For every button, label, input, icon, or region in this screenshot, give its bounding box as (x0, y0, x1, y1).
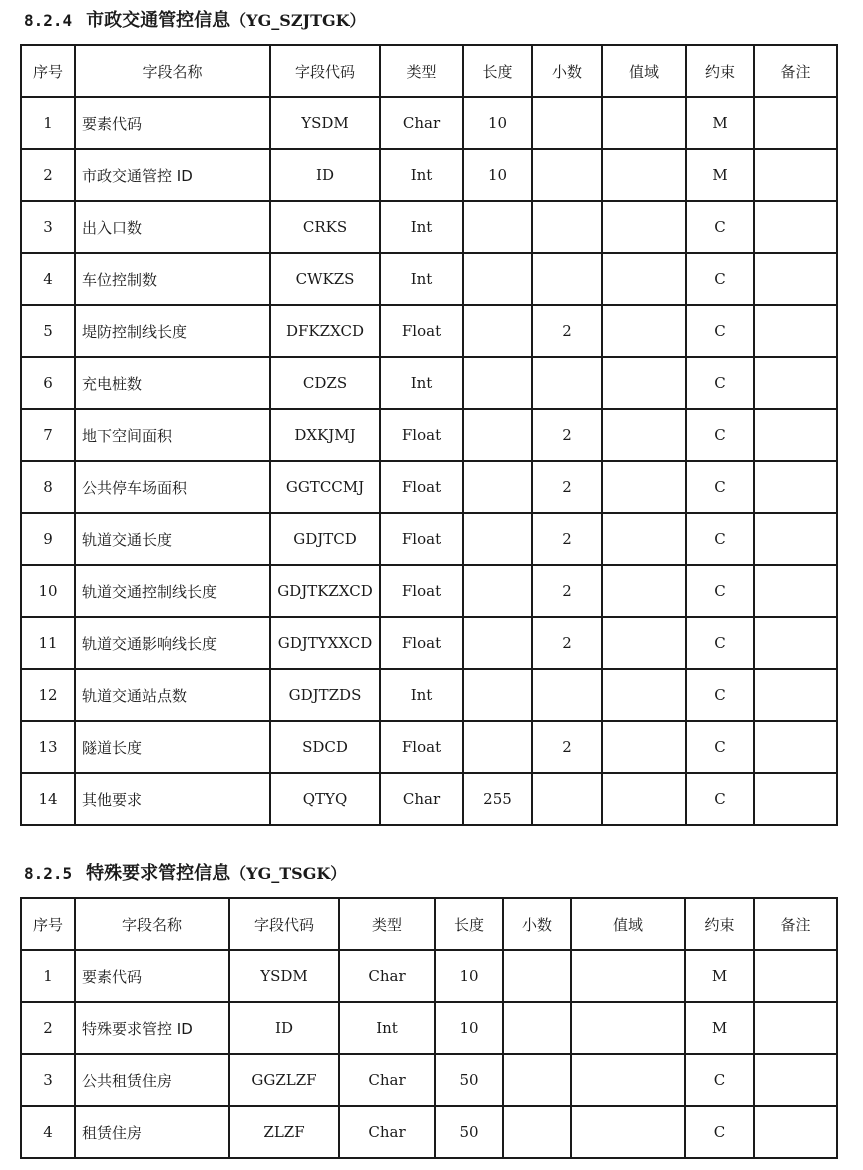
cell-remark (754, 773, 837, 825)
cell-type: Char (380, 773, 463, 825)
table-row (21, 409, 837, 461)
cell-field-code: ZLZF (229, 1106, 339, 1158)
cell-seq: 2 (21, 1002, 75, 1054)
cell-domain (602, 617, 686, 669)
column-header-field-code: 字段代码 (229, 898, 339, 950)
column-header-remark: 备注 (754, 45, 837, 97)
cell-field-name: 充电桩数 (75, 357, 270, 409)
section-title: 特殊要求管控信息 (86, 863, 231, 884)
table-row (21, 1106, 837, 1158)
cell-type: Float (380, 565, 463, 617)
cell-field-name: 堤防控制线长度 (75, 305, 270, 357)
cell-field-code: YSDM (229, 950, 339, 1002)
cell-field-name: 公共停车场面积 (75, 461, 270, 513)
cell-remark (754, 357, 837, 409)
cell-domain (602, 773, 686, 825)
table-row (21, 357, 837, 409)
cell-type: Char (339, 950, 435, 1002)
column-header-decimal: 小数 (532, 45, 602, 97)
header-row (21, 45, 837, 97)
cell-constraint: C (686, 305, 754, 357)
cell-constraint: C (686, 409, 754, 461)
cell-remark (754, 305, 837, 357)
cell-field-name: 轨道交通控制线长度 (75, 565, 270, 617)
cell-length: 255 (463, 773, 532, 825)
cell-remark (754, 149, 837, 201)
section-number: 8.2.5 (24, 864, 73, 883)
field-table-szjtgk (20, 44, 838, 826)
cell-decimal (532, 149, 602, 201)
cell-field-name: 隧道长度 (75, 721, 270, 773)
cell-remark (754, 201, 837, 253)
cell-decimal (532, 201, 602, 253)
cell-domain (602, 97, 686, 149)
cell-length (463, 409, 532, 461)
cell-length: 10 (463, 97, 532, 149)
column-header-seq: 序号 (21, 45, 75, 97)
cell-remark (754, 950, 837, 1002)
header-row (21, 898, 837, 950)
cell-seq: 3 (21, 1054, 75, 1106)
cell-domain (602, 461, 686, 513)
cell-remark (754, 97, 837, 149)
cell-constraint: M (686, 97, 754, 149)
cell-type: Char (339, 1106, 435, 1158)
cell-field-name: 租赁住房 (75, 1106, 229, 1158)
cell-field-code: QTYQ (270, 773, 380, 825)
cell-field-name: 轨道交通站点数 (75, 669, 270, 721)
column-header-domain: 值域 (571, 898, 685, 950)
cell-constraint: C (686, 721, 754, 773)
table-row (21, 1054, 837, 1106)
cell-remark (754, 1002, 837, 1054)
column-header-field-name: 字段名称 (75, 898, 229, 950)
cell-domain (602, 513, 686, 565)
cell-field-name: 车位控制数 (75, 253, 270, 305)
cell-decimal (503, 1002, 571, 1054)
cell-decimal: 2 (532, 617, 602, 669)
cell-remark (754, 669, 837, 721)
cell-field-name: 轨道交通长度 (75, 513, 270, 565)
cell-length (463, 201, 532, 253)
section-heading-tsgk (24, 862, 346, 886)
cell-length: 50 (435, 1054, 503, 1106)
cell-length (463, 721, 532, 773)
column-header-constraint: 约束 (686, 45, 754, 97)
cell-domain (571, 1106, 685, 1158)
cell-field-code: GDJTYXXCD (270, 617, 380, 669)
table-row (21, 253, 837, 305)
cell-decimal: 2 (532, 305, 602, 357)
cell-remark (754, 461, 837, 513)
cell-decimal (503, 1106, 571, 1158)
section-code: （YG_TSGK） (230, 864, 347, 883)
cell-field-code: GDJTCD (270, 513, 380, 565)
cell-decimal (532, 669, 602, 721)
cell-constraint: C (686, 513, 754, 565)
section-title: 市政交通管控信息 (86, 10, 231, 31)
cell-type: Float (380, 513, 463, 565)
cell-seq: 4 (21, 1106, 75, 1158)
cell-seq: 4 (21, 253, 75, 305)
cell-type: Float (380, 409, 463, 461)
cell-seq: 8 (21, 461, 75, 513)
cell-length (463, 461, 532, 513)
cell-constraint: C (685, 1054, 754, 1106)
table-row (21, 773, 837, 825)
cell-decimal (532, 773, 602, 825)
cell-constraint: C (685, 1106, 754, 1158)
column-header-type: 类型 (339, 898, 435, 950)
cell-field-code: ID (229, 1002, 339, 1054)
cell-type: Int (380, 253, 463, 305)
cell-length (463, 253, 532, 305)
cell-length: 50 (435, 1106, 503, 1158)
cell-domain (602, 253, 686, 305)
column-header-remark: 备注 (754, 898, 837, 950)
cell-field-code: CDZS (270, 357, 380, 409)
table-row (21, 565, 837, 617)
cell-seq: 12 (21, 669, 75, 721)
table-row (21, 669, 837, 721)
cell-domain (602, 669, 686, 721)
column-header-seq: 序号 (21, 898, 75, 950)
cell-type: Int (380, 669, 463, 721)
table-row (21, 97, 837, 149)
cell-field-code: GDJTZDS (270, 669, 380, 721)
cell-seq: 11 (21, 617, 75, 669)
cell-domain (602, 305, 686, 357)
cell-decimal (532, 97, 602, 149)
table-row (21, 513, 837, 565)
cell-length (463, 305, 532, 357)
cell-remark (754, 253, 837, 305)
cell-type: Float (380, 721, 463, 773)
table-row (21, 461, 837, 513)
cell-domain (571, 950, 685, 1002)
cell-type: Char (380, 97, 463, 149)
cell-seq: 14 (21, 773, 75, 825)
cell-field-name: 市政交通管控 ID (75, 149, 270, 201)
column-header-domain: 值域 (602, 45, 686, 97)
cell-remark (754, 1106, 837, 1158)
cell-type: Int (380, 201, 463, 253)
cell-decimal (532, 357, 602, 409)
cell-seq: 6 (21, 357, 75, 409)
table-row (21, 950, 837, 1002)
cell-field-name: 出入口数 (75, 201, 270, 253)
cell-field-name: 公共租赁住房 (75, 1054, 229, 1106)
table-row (21, 305, 837, 357)
cell-constraint: C (686, 773, 754, 825)
cell-constraint: C (686, 565, 754, 617)
cell-domain (602, 201, 686, 253)
table-row (21, 201, 837, 253)
field-table-tsgk (20, 897, 838, 1159)
cell-field-code: GGTCCMJ (270, 461, 380, 513)
cell-domain (602, 357, 686, 409)
cell-constraint: C (686, 461, 754, 513)
cell-field-name: 其他要求 (75, 773, 270, 825)
column-header-field-code: 字段代码 (270, 45, 380, 97)
cell-length: 10 (435, 1002, 503, 1054)
cell-field-code: ID (270, 149, 380, 201)
cell-constraint: C (686, 201, 754, 253)
cell-seq: 9 (21, 513, 75, 565)
cell-seq: 3 (21, 201, 75, 253)
cell-seq: 1 (21, 950, 75, 1002)
cell-decimal (503, 950, 571, 1002)
cell-remark (754, 721, 837, 773)
table-row (21, 721, 837, 773)
cell-remark (754, 1054, 837, 1106)
cell-field-code: CRKS (270, 201, 380, 253)
cell-constraint: M (685, 1002, 754, 1054)
cell-seq: 5 (21, 305, 75, 357)
cell-seq: 7 (21, 409, 75, 461)
column-header-length: 长度 (463, 45, 532, 97)
cell-type: Int (380, 357, 463, 409)
cell-domain (571, 1054, 685, 1106)
column-header-constraint: 约束 (685, 898, 754, 950)
cell-length: 10 (463, 149, 532, 201)
cell-seq: 13 (21, 721, 75, 773)
cell-type: Int (339, 1002, 435, 1054)
cell-field-name: 要素代码 (75, 97, 270, 149)
cell-constraint: C (686, 357, 754, 409)
cell-type: Char (339, 1054, 435, 1106)
cell-field-code: GDJTKZXCD (270, 565, 380, 617)
cell-decimal (532, 253, 602, 305)
cell-length: 10 (435, 950, 503, 1002)
cell-constraint: M (686, 149, 754, 201)
cell-seq: 2 (21, 149, 75, 201)
cell-field-code: CWKZS (270, 253, 380, 305)
cell-seq: 10 (21, 565, 75, 617)
cell-constraint: M (685, 950, 754, 1002)
cell-remark (754, 409, 837, 461)
cell-type: Int (380, 149, 463, 201)
cell-field-name: 地下空间面积 (75, 409, 270, 461)
cell-type: Float (380, 305, 463, 357)
cell-field-code: SDCD (270, 721, 380, 773)
cell-domain (602, 721, 686, 773)
column-header-field-name: 字段名称 (75, 45, 270, 97)
table-row (21, 1002, 837, 1054)
cell-length (463, 513, 532, 565)
cell-decimal (503, 1054, 571, 1106)
column-header-type: 类型 (380, 45, 463, 97)
cell-type: Float (380, 461, 463, 513)
cell-remark (754, 513, 837, 565)
cell-length (463, 565, 532, 617)
cell-decimal: 2 (532, 513, 602, 565)
cell-field-name: 轨道交通影响线长度 (75, 617, 270, 669)
cell-field-code: DFKZXCD (270, 305, 380, 357)
table-row (21, 617, 837, 669)
cell-remark (754, 565, 837, 617)
cell-type: Float (380, 617, 463, 669)
cell-field-code: YSDM (270, 97, 380, 149)
cell-decimal: 2 (532, 461, 602, 513)
section-code: （YG_SZJTGK） (230, 11, 366, 30)
table-row (21, 149, 837, 201)
cell-length (463, 669, 532, 721)
cell-constraint: C (686, 253, 754, 305)
cell-constraint: C (686, 617, 754, 669)
cell-length (463, 617, 532, 669)
cell-domain (602, 565, 686, 617)
section-heading-szjtgk (24, 9, 366, 33)
cell-decimal: 2 (532, 409, 602, 461)
cell-constraint: C (686, 669, 754, 721)
cell-domain (602, 149, 686, 201)
column-header-length: 长度 (435, 898, 503, 950)
cell-domain (571, 1002, 685, 1054)
section-number: 8.2.4 (24, 11, 73, 30)
cell-field-name: 特殊要求管控 ID (75, 1002, 229, 1054)
cell-decimal: 2 (532, 721, 602, 773)
cell-seq: 1 (21, 97, 75, 149)
cell-decimal: 2 (532, 565, 602, 617)
cell-length (463, 357, 532, 409)
cell-field-code: GGZLZF (229, 1054, 339, 1106)
column-header-decimal: 小数 (503, 898, 571, 950)
cell-remark (754, 617, 837, 669)
cell-field-code: DXKJMJ (270, 409, 380, 461)
cell-domain (602, 409, 686, 461)
cell-field-name: 要素代码 (75, 950, 229, 1002)
